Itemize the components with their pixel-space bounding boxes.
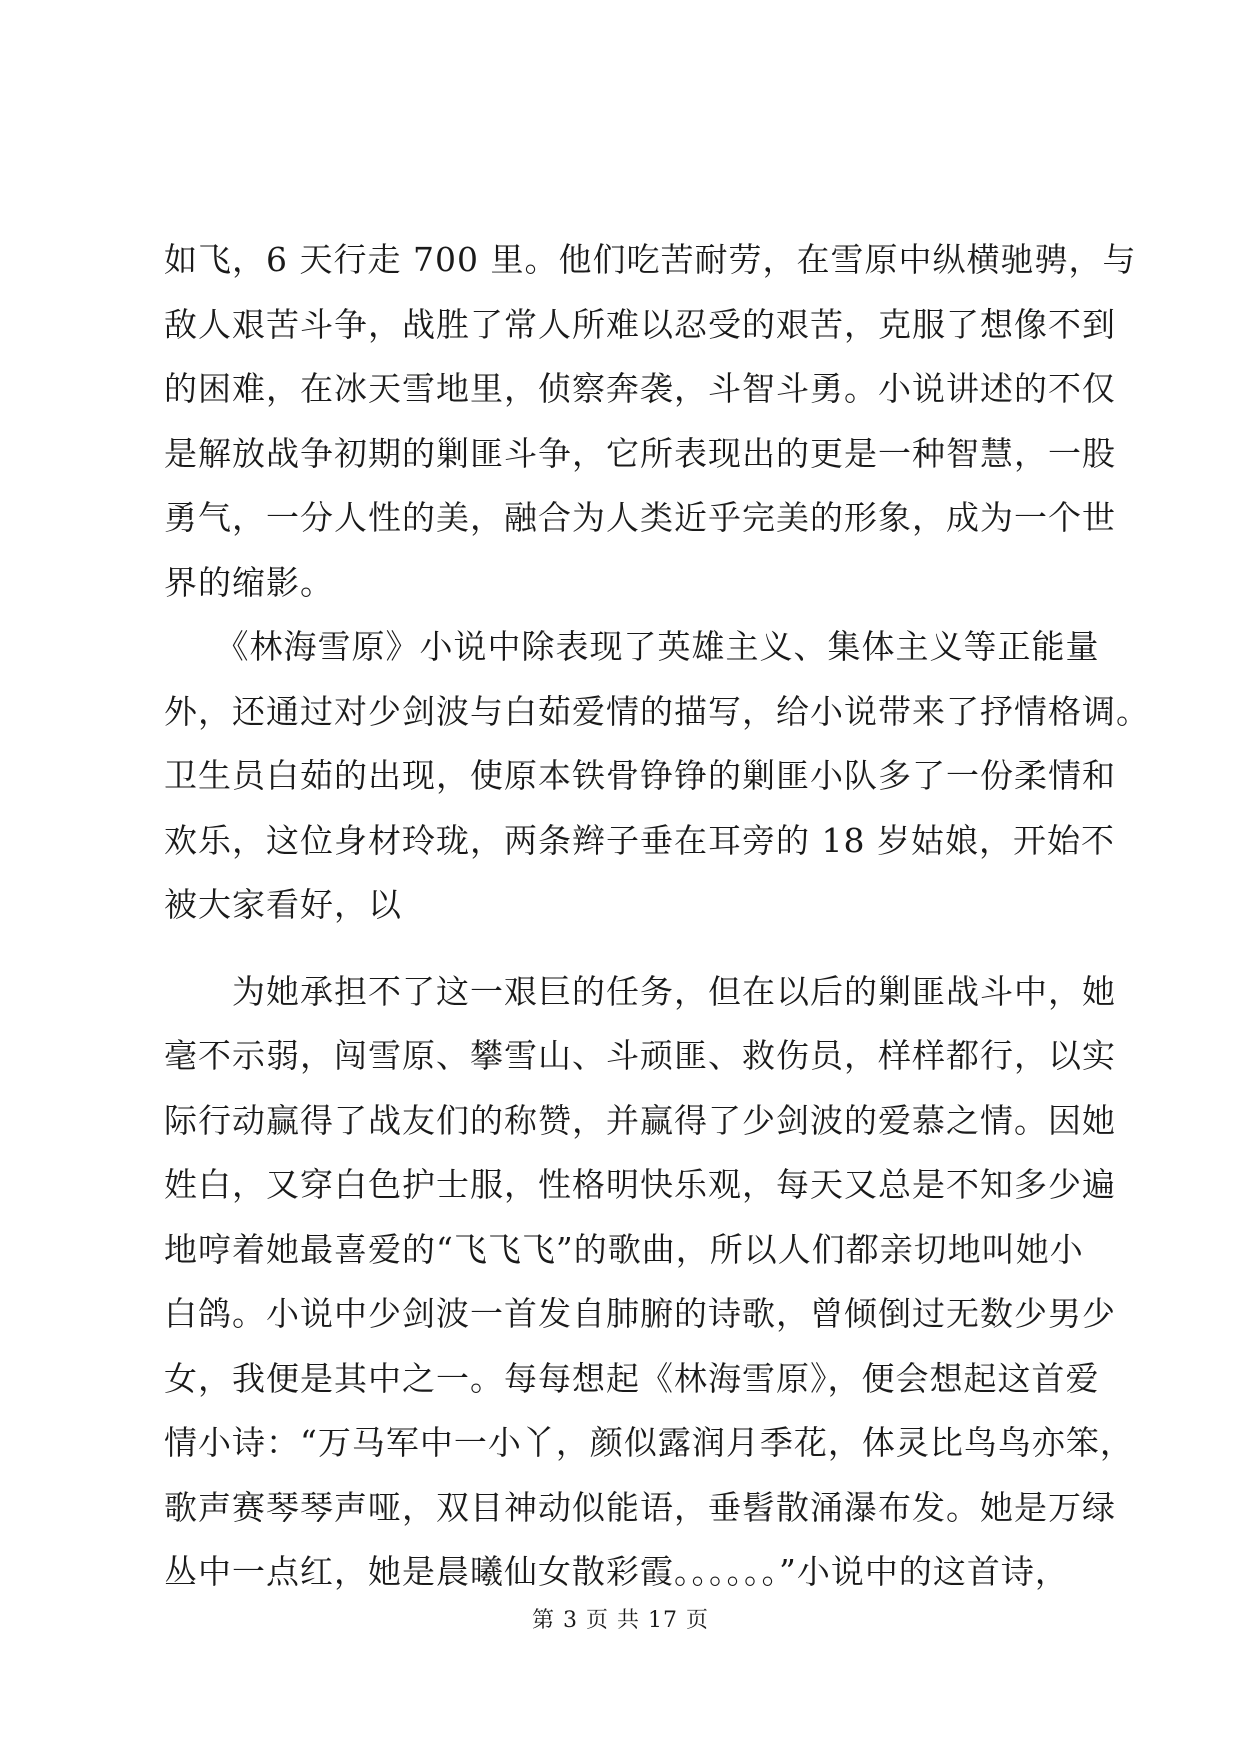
text-line: 卫生员白茹的出现，使原本铁骨铮铮的剿匪小队多了一份柔情和 bbox=[164, 756, 1116, 795]
text-line: 是解放战争初期的剿匪斗争，它所表现出的更是一种智慧，一股 bbox=[164, 433, 1116, 473]
paragraph-gap bbox=[164, 938, 1084, 960]
text-line: 情小诗：“万马军中一小丫，颜似露润月季花，体灵比鸟鸟亦笨， bbox=[164, 1423, 1134, 1462]
text-line: 白鸽。小说中少剑波一首发自肺腑的诗歌，曾倾倒过无数少男少 bbox=[164, 1294, 1116, 1333]
text-line: 地哼着她最喜爱的“飞飞飞”的歌曲，所以人们都亲切地叫她小 bbox=[164, 1229, 1084, 1269]
text-line: 敌人艰苦斗争，战胜了常人所难以忍受的艰苦，克服了想像不到 bbox=[164, 304, 1116, 344]
body-text bbox=[164, 228, 1150, 1605]
text-line: 姓白，又穿白色护士服，性格明快乐观，每天又总是不知多少遍 bbox=[164, 1165, 1116, 1204]
text-line: 为她承担不了这一艰巨的任务，但在以后的剿匪战斗中，她 bbox=[164, 971, 1116, 1011]
text-line: 际行动赢得了战友们的称赞，并赢得了少剑波的爱慕之情。因她 bbox=[164, 1100, 1116, 1140]
page-footer: 第 3 页 共 17 页 bbox=[532, 1608, 709, 1633]
text-line: 被大家看好，以 bbox=[164, 885, 402, 924]
text-line: 歌声赛琴琴声哑，双目神动似能语，垂髫散涌瀑布发。她是万绿 bbox=[164, 1487, 1116, 1527]
text-line: 外，还通过对少剑波与白茹爱情的描写，给小说带来了抒情格调。 bbox=[164, 691, 1150, 731]
text-line: 丛中一点红，她是晨曦仙女散彩霞。。。。。。”小说中的这首诗， bbox=[164, 1552, 1069, 1591]
text-line: 勇气，一分人性的美，融合为人类近乎完美的形象，成为一个世 bbox=[164, 498, 1116, 537]
text-line: 如飞，6 天行走 700 里。他们吃苦耐劳，在雪原中纵横驰骋，与 bbox=[164, 240, 1137, 279]
text-line: 欢乐，这位身材玲珑，两条辫子垂在耳旁的 18 岁姑娘，开始不 bbox=[164, 820, 1115, 860]
text-line: 的困难，在冰天雪地里，侦察奔袭，斗智斗勇。小说讲述的不仅 bbox=[164, 369, 1116, 408]
text-line: 女，我便是其中之一。每每想起《林海雪原》，便会想起这首爱 bbox=[164, 1358, 1100, 1398]
text-line: 毫不示弱，闯雪原、攀雪山、斗顽匪、救伤员，样样都行，以实 bbox=[164, 1036, 1116, 1075]
text-line: 《林海雪原》小说中除表现了英雄主义、集体主义等正能量 bbox=[164, 627, 1100, 666]
text-line: 界的缩影。 bbox=[164, 562, 334, 602]
